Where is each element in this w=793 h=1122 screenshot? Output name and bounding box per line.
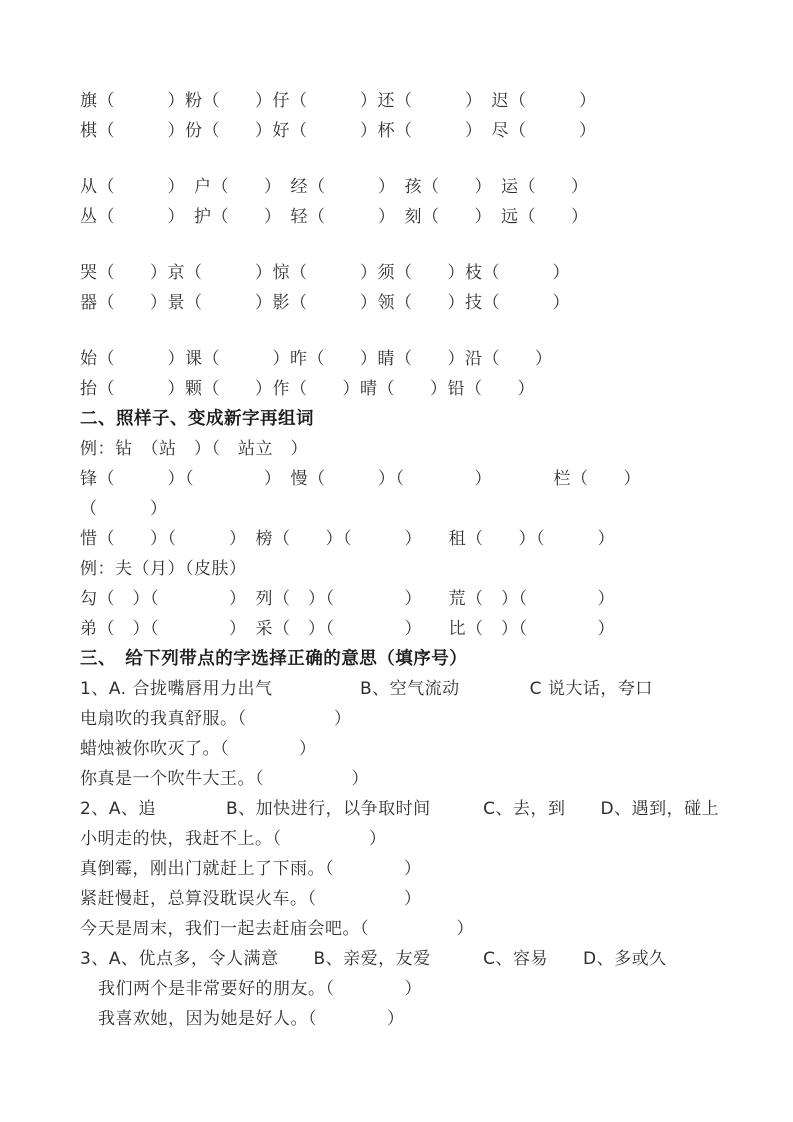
- row-group-gap: [80, 318, 740, 344]
- section-two: [80, 404, 740, 644]
- example-line: 例：钻 （站 ）（ 站立 ）: [80, 439, 308, 459]
- sentence-line: 紧赶慢赶，总算没耽误火车。（ ）: [80, 889, 422, 909]
- word-row: 始（ ）课（ ）昨（ ）睛（ ）沿（ ）: [80, 349, 553, 369]
- question-item-2: [80, 794, 740, 944]
- sentence-line: 真倒霉，刚出门就赶上了下雨。（ ）: [80, 859, 422, 879]
- section-two-line: 弟（ ）（ ） 采（ ）（ ） 比（ ）（ ）: [80, 619, 615, 639]
- word-row: 棋（ ）份（ ）好（ ）杯（ ） 尽（ ）: [80, 121, 597, 141]
- sentence-line: 蜡烛被你吹灭了。（ ）: [80, 739, 317, 759]
- word-row: 哭（ ）京（ ）惊（ ）须（ ）枝（ ）: [80, 263, 570, 283]
- sentence-line: 小明走的快，我赶不上。（ ）: [80, 829, 387, 849]
- word-row: 从（ ） 户（ ） 经（ ） 孩（ ） 运（ ）: [80, 177, 589, 197]
- option-list-line: 3、A、优点多，令人满意 B、亲爱，友爱 C、容易 D、多或久: [80, 949, 667, 969]
- question-item-3: [80, 944, 740, 1034]
- sentence-line: 我们两个是非常要好的朋友。（ ）: [98, 979, 422, 999]
- section-two-line: 勾（ ）（ ） 列（ ）（ ） 荒（ ）（ ）: [80, 589, 615, 609]
- option-list-line: 1、A. 合拢嘴唇用力出气 B、空气流动 C 说大话，夸口: [80, 679, 653, 699]
- section-three-heading: 三、 给下列带点的字选择正确的意思（填序号）: [80, 649, 468, 669]
- row-group-gap: [80, 146, 740, 172]
- section-two-line-continuation: （ ）: [80, 499, 168, 519]
- sentence-line: 我喜欢她，因为她是好人。（ ）: [98, 1009, 405, 1029]
- word-row: 旗（ ）粉（ ）仔（ ）还（ ） 迟（ ）: [80, 91, 597, 111]
- sentence-line: 你真是一个吹牛大王。（ ）: [80, 769, 369, 789]
- section-three: [80, 644, 740, 1034]
- row-group-gap: [80, 232, 740, 258]
- sentence-line: 今天是周末，我们一起去赶庙会吧。（ ）: [80, 919, 474, 939]
- option-list-line: 2、A、追 B、加快进行，以争取时间 C、去，到 D、遇到，碰上: [80, 799, 720, 819]
- word-formation-exercise: [80, 86, 740, 404]
- section-two-line: 惜（ ）（ ） 榜（ ）（ ） 租（ ）（ ）: [80, 529, 615, 549]
- worksheet-content: [80, 86, 740, 1034]
- question-item-1: [80, 674, 740, 794]
- word-row: 器（ ）景（ ）影（ ）领（ ）技（ ）: [80, 293, 570, 313]
- example-line: 例：夫（月）（皮肤）: [80, 559, 247, 579]
- word-row: 抬（ ）颗（ ）作（ ）晴（ ）铅（ ）: [80, 379, 535, 399]
- section-two-heading: 二、照样子、变成新字再组词: [80, 409, 314, 429]
- word-row: 丛（ ） 护（ ） 轻（ ） 刻（ ） 远（ ）: [80, 207, 589, 227]
- section-two-line: 锋（ ）（ ） 慢（ ）（ ） 栏（ ）: [80, 469, 641, 489]
- sentence-line: 电扇吹的我真舒服。（ ）: [80, 709, 352, 729]
